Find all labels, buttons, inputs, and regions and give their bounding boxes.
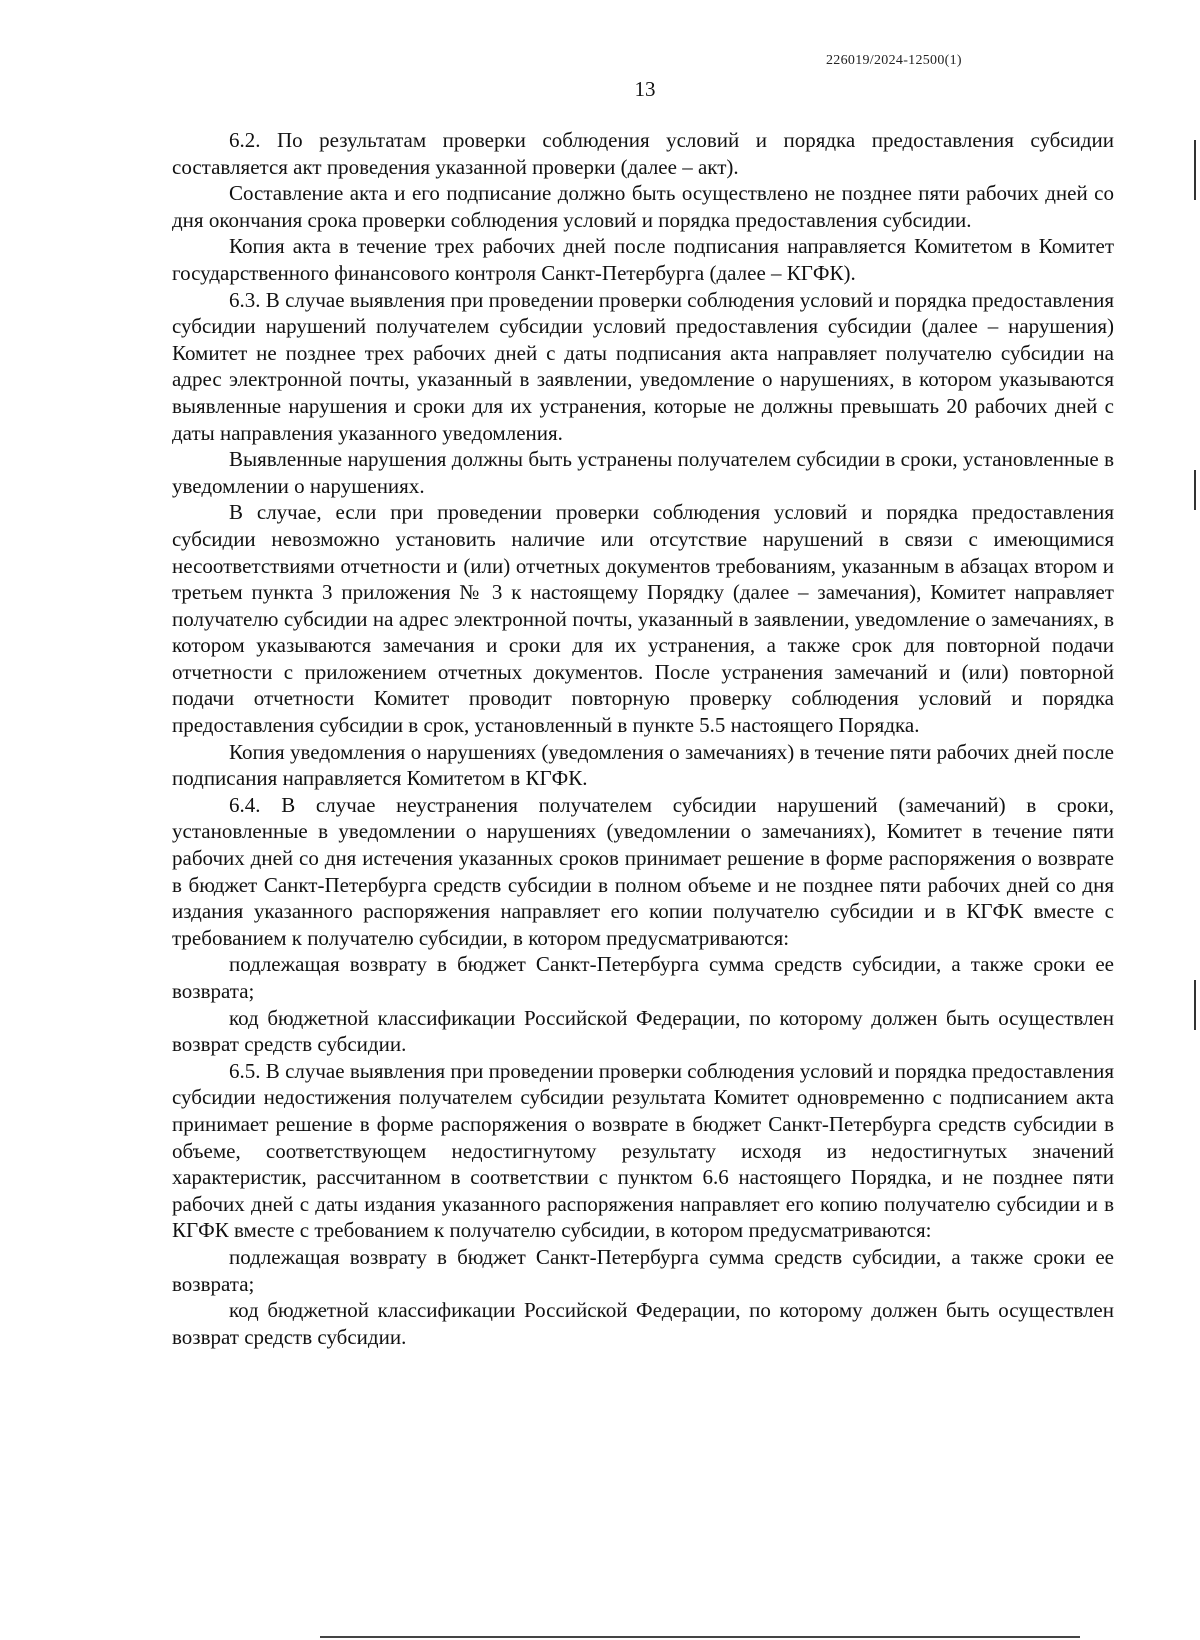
paragraph-budget-code-2: код бюджетной классификации Российской Федерации, по которому должен быть осуществлен возврат средств субсидии. (172, 1298, 1114, 1349)
scan-bottom-edge (320, 1636, 1080, 1638)
scan-edge-mark (1194, 470, 1196, 510)
paragraph-budget-code: код бюджетной классификации Российской Федерации, по которому должен быть осуществлен возврат средств субсидии. (172, 1005, 1114, 1057)
paragraph-6-5: 6.5. В случае выявления при проведении проверки соблюдения условий и порядка предоставления субсидии недостижения получателем субсидии результата Комитет одновременно с подписанием акта принимает решение в форме распоряжения о возврате в бюджет Санкт-Петербурга средств субсидии в объеме, соответствующем недостигнутому результату исходя из недостигнутых значений характеристик, рассчитанном в соответствии с пунктом 6.6 настоящего Порядка, и не позднее пяти рабочих дней с даты издания указанного распоряжения направляет его копию получателю субсидии и в КГФК вместе с требованием к получателю субсидии, в котором предусматриваются: (172, 1058, 1114, 1243)
paragraph-notice-copy: Копия уведомления о нарушениях (уведомления о замечаниях) в течение пяти рабочих дней после подписания направляется Комитетом в КГФК. (172, 739, 1114, 791)
document-registration-number: 226019/2024-12500(1) (826, 53, 962, 68)
paragraph-6-2: 6.2. По результатам проверки соблюдения условий и порядка предоставления субсидии составляется акт проведения указанной проверки (далее – акт). (172, 128, 1114, 179)
scan-edge-mark (1194, 140, 1196, 200)
paragraph-act-signing-deadline: Составление акта и его подписание должно быть осуществлено не позднее пяти рабочих дней со дня окончания срока проверки соблюдения условий и порядка предоставления субсидии. (172, 181, 1114, 232)
document-body (172, 127, 1114, 1350)
paragraph-act-copy: Копия акта в течение трех рабочих дней после подписания направляется Комитетом в Комитет государственного финансового контроля Санкт-Петербурга (далее – КГФК). (172, 234, 1114, 285)
paragraph-violations-elimination: Выявленные нарушения должны быть устранены получателем субсидии в сроки, установленные в уведомлении о нарушениях. (172, 447, 1114, 498)
paragraph-6-3: 6.3. В случае выявления при проведении проверки соблюдения условий и порядка предоставления субсидии нарушений получателем субсидии условий предоставления субсидии (далее – нарушения) Комитет не позднее трех рабочих дней с даты подписания акта направляет получателю субсидии на адрес электронной почты, указанный в заявлении, уведомление о нарушениях, в котором указываются выявленные нарушения и сроки для их устранения, которые не должны превышать 20 рабочих дней с даты направления указанного уведомления. (172, 287, 1114, 445)
paragraph-refund-amount-2: подлежащая возврату в бюджет Санкт-Петербурга сумма средств субсидии, а также сроки ее возврата; (172, 1244, 1114, 1296)
scan-edge-mark (1194, 980, 1196, 1030)
page-number: 13 (634, 77, 656, 101)
paragraph-refund-amount: подлежащая возврату в бюджет Санкт-Петербурга сумма средств субсидии, а также сроки ее возврата; (172, 952, 1114, 1003)
paragraph-remarks: В случае, если при проведении проверки соблюдения условий и порядка предоставления субсидии невозможно установить наличие или отсутствие нарушений в связи с имеющимися несоответствиями отчетности и (или) отчетных документов требованиям, указанным в абзацах втором и третьем пункта 3 приложения № 3 к настоящему Порядку (далее – замечания), Комитет направляет получателю субсидии на адрес электронной почты, указанный в заявлении, уведомление о замечаниях, в котором указываются замечания и сроки для их устранения, а также срок для повторной подачи отчетности с приложением отчетных документов. После устранения замечаний и (или) повторной подачи отчетности Комитет проводит повторную проверку соблюдения условий и порядка предоставления субсидии в срок, установленный в пункте 5.5 настоящего Порядка. (172, 500, 1114, 738)
paragraph-6-4: 6.4. В случае неустранения получателем субсидии нарушений (замечаний) в сроки, установленные в уведомлении о нарушениях (уведомлении о замечаниях), Комитет в течение пяти рабочих дней со дня истечения указанных сроков принимает решение в форме распоряжения о возврате в бюджет Санкт-Петербурга средств субсидии в полном объеме и не позднее пяти рабочих дней со дня издания указанного распоряжения направляет его копии получателю субсидии и в КГФК вместе с требованием к получателю субсидии, в котором предусматриваются: (172, 792, 1114, 950)
